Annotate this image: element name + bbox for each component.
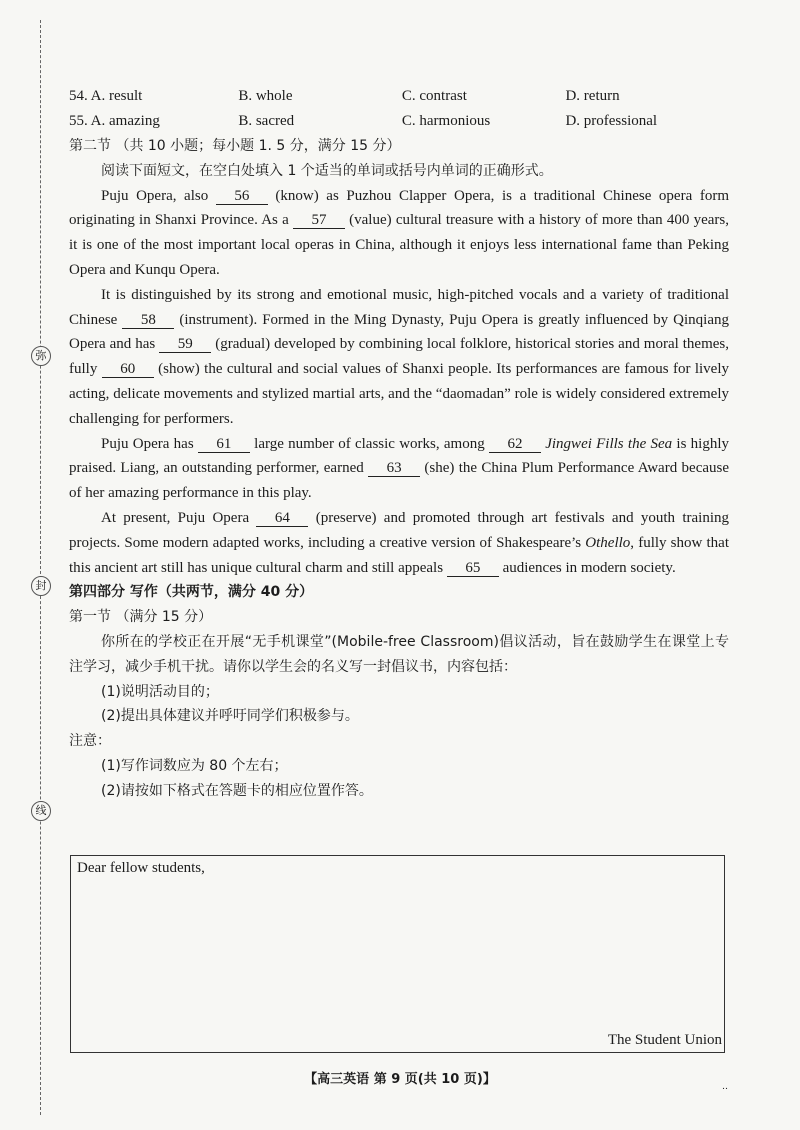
question-54-options: [69, 84, 729, 109]
note-label: 注意：: [69, 733, 111, 750]
blank-57: 57: [293, 212, 345, 229]
section-2-heading: 第二节 （共 10 小题；每小题 1. 5 分，满分 15 分）: [69, 138, 401, 154]
option-c: C. contrast: [401, 88, 467, 104]
prompt-item-1: (1)说明活动目的；: [101, 683, 219, 700]
note-item-1: (1)写作词数应为 80 个左右；: [101, 757, 288, 774]
note-item-2: (2)请按如下格式在答题卡的相应位置作答。: [101, 782, 373, 799]
blank-64: 64: [256, 510, 308, 527]
page-footer: 【高三英语 第 9 页(共 10 页)】: [304, 1072, 496, 1087]
blank-60: 60: [102, 361, 154, 378]
question-55-options: [69, 109, 729, 134]
section-1-heading: 第一节 （满分 15 分）: [69, 609, 213, 626]
option-b: B. whole: [238, 88, 293, 104]
binding-line: [40, 20, 41, 1115]
letter-signature: The Student Union: [607, 1032, 722, 1048]
play-title: Jingwei Fills the Sea: [545, 435, 673, 452]
part-4-heading: 第四部分 写作（共两节，满分 40 分）: [69, 584, 314, 601]
binding-char-xian: 线: [31, 801, 51, 821]
binding-char-mi: 弥: [31, 346, 51, 366]
option-a: 54. A. result: [69, 88, 143, 104]
passage-paragraph-4: At present, Puju Opera 64 (preserve) and promoted through art festivals and youth training projects. Some modern adapted works, including a creative version of Shakespeare’s Othello, fully show that this ancient art still has unique cultural charm and still appeals 65 audiences in modern society.: [69, 509, 730, 576]
blank-62: 62: [489, 436, 541, 453]
option-c: C. harmonious: [401, 113, 491, 129]
prompt-item-2: (2)提出具体建议并呼吁同学们积极参与。: [101, 708, 359, 725]
passage-paragraph-3: Puju Opera has 61 large number of classic works, among 62 Jingwei Fills the Sea is highly praised. Liang, an outstanding performer, earned 63 (she) the China Plum Performance Award because of her amazing performance in this play.: [69, 435, 730, 502]
option-b: B. sacred: [238, 113, 295, 129]
writing-prompt: 你所在的学校正在开展“无手机课堂”(Mobile-free Classroom)倡议活动，旨在鼓励学生在课堂上专注学习，减少手机干扰。请你以学生会的名义写一封倡议书，内容包括：: [69, 633, 729, 675]
exam-content: [69, 84, 729, 804]
letter-greeting: Dear fellow students,: [77, 860, 205, 876]
binding-char-feng: 封: [31, 576, 51, 596]
blank-58: 58: [122, 312, 174, 329]
blank-63: 63: [368, 460, 420, 477]
blank-59: 59: [159, 336, 211, 353]
answer-box: [70, 855, 725, 1053]
play-title: Othello: [585, 534, 631, 551]
option-d: D. professional: [565, 113, 658, 129]
passage-paragraph-2: It is distinguished by its strong and emotional music, high-pitched vocals and a variety of traditional Chinese 58 (instrument). Formed in the Ming Dynasty, Puju Opera is greatly influenced by Qinqiang Opera and has 59 (gradual) developed by combining local folklore, historical stories and moral themes, fully 60 (show) the cultural and social values of Shanxi people. Its performances are famous for lively acting, delicate movements and stylized martial arts, and the “daomadan” role is widely considered extremely challenging for performers.: [69, 286, 730, 427]
blank-61: 61: [198, 436, 250, 453]
section-2-instruction: 阅读下面短文，在空白处填入 1 个适当的单词或括号内单词的正确形式。: [101, 162, 553, 179]
scan-mark: ‥: [722, 1082, 729, 1092]
blank-65: 65: [447, 560, 499, 577]
option-a: 55. A. amazing: [69, 113, 160, 129]
blank-56: 56: [216, 188, 268, 205]
passage-paragraph-1: Puju Opera, also 56 (know) as Puzhou Clapper Opera, is a traditional Chinese opera form originating in Shanxi Province. As a 57 (value) cultural treasure with a history of more than 400 years, it is one of the most important local operas in China, although it enjoys less international fame than Peking Opera and Kunqu Opera.: [69, 187, 729, 278]
option-d: D. return: [565, 88, 620, 104]
